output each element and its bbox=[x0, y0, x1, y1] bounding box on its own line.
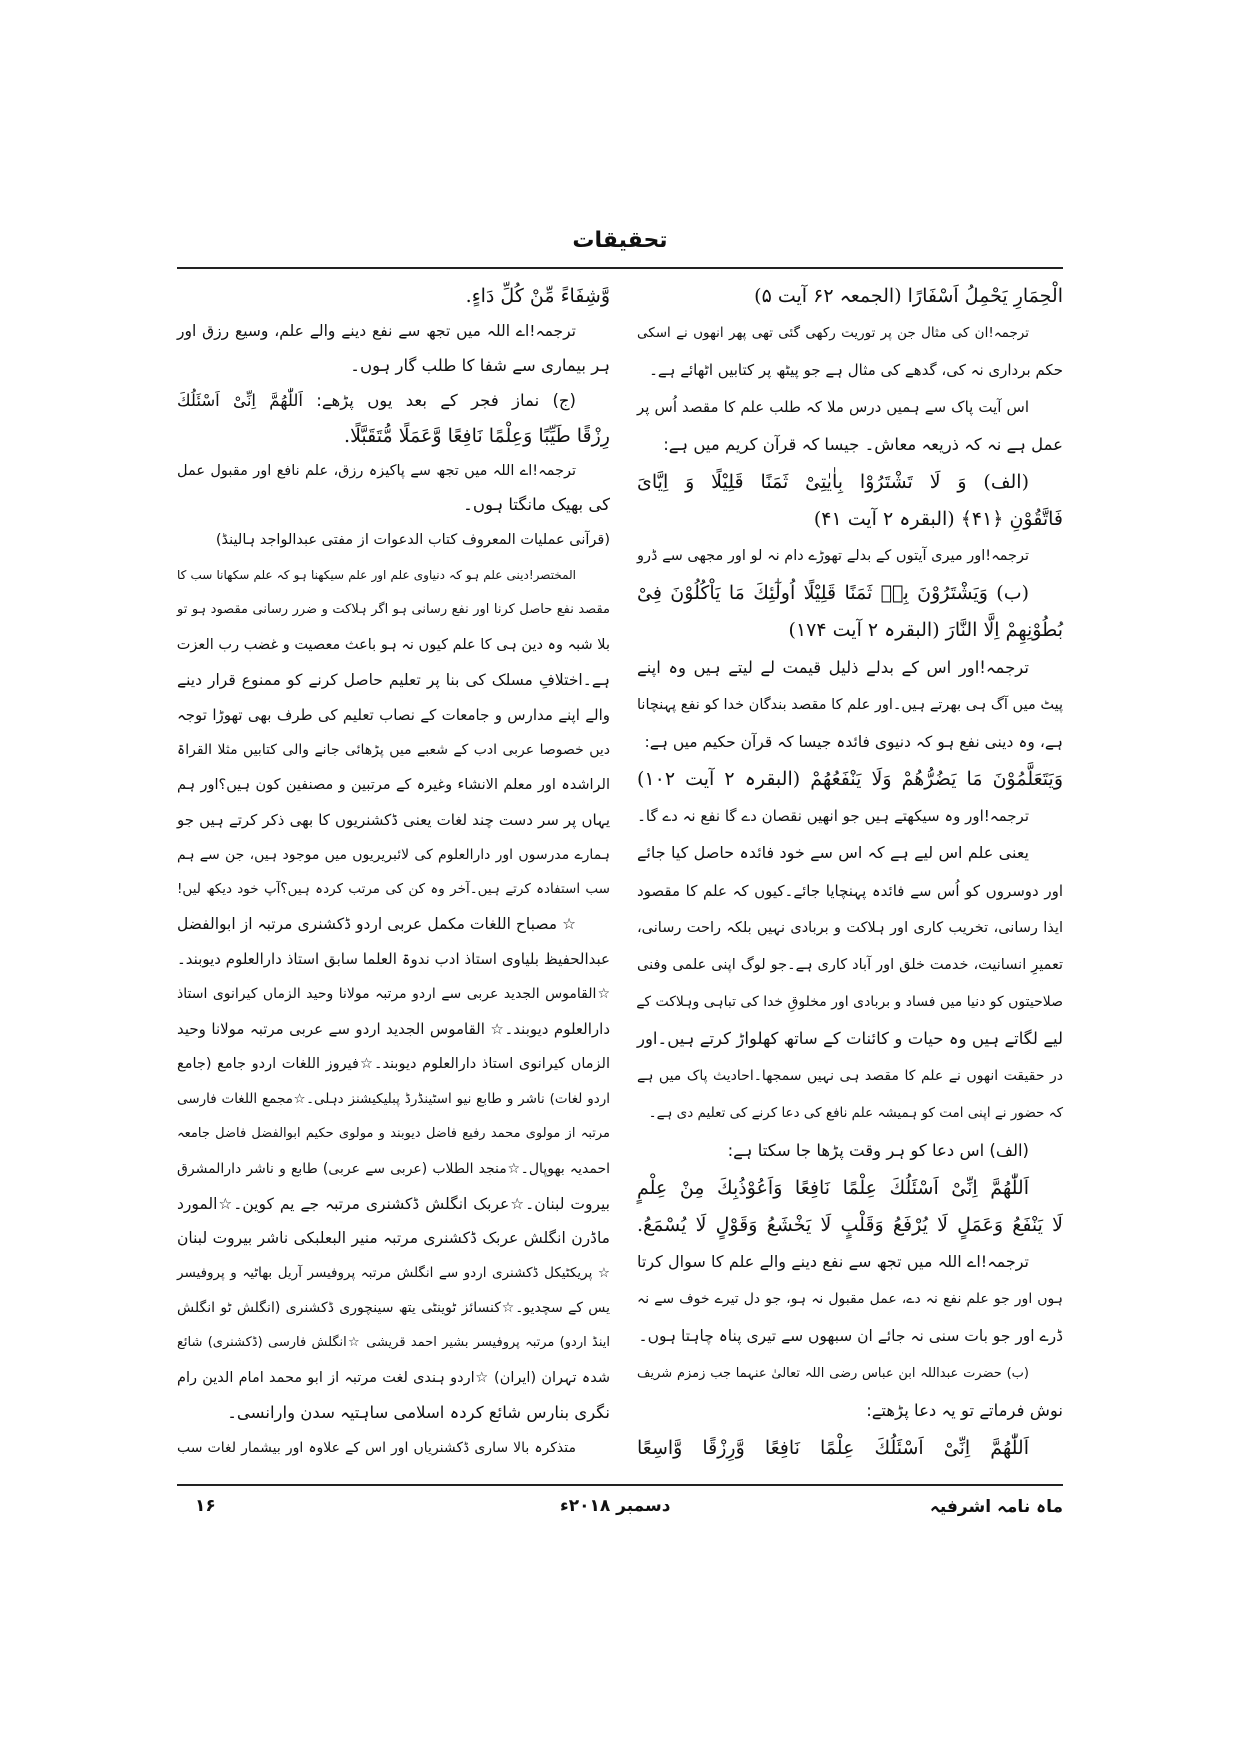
text-line: ہمارے مدرسوں اور دارالعلوم کی لائبریریوں میں موجود ہیں، جن سے ہم bbox=[177, 846, 610, 863]
text-line: (ب) حضرت عبداللہ ابن عباس رضی اللہ تعالیٰ عنہما جب زمزم شریف bbox=[637, 1365, 1029, 1381]
section-title: تحقیقات bbox=[572, 228, 668, 253]
text-line: عمل ہے نہ کہ ذریعہ معاش۔ جیسا کہ قرآن کریم میں ہے: bbox=[663, 434, 1063, 454]
text-line: ترجمہ!اے اللہ میں تجھ سے نفع دینے والے علم، وسیع رزق اور bbox=[177, 321, 576, 340]
dua-line: اَللّٰهُمَّ اِنِّیْ اَسْئَلُكَ عِلْمًا نَافِعًا وَّرِزْقًا وَّاسِعًا bbox=[637, 1436, 1029, 1459]
text-line: یعنی علم اس لیے ہے کہ اس سے خود فائدہ حاصل کیا جائے bbox=[637, 843, 1029, 863]
text-line: ہے، وہ دینی نفع ہو کہ دنیوی فائدہ جیسا کہ قرآن حکیم میں ہے: bbox=[644, 732, 1063, 751]
text-line: ہے۔اختلافِ مسلک کی بنا پر تعلیم حاصل کرنے کو ممنوع قرار دینے bbox=[177, 670, 610, 689]
text-line: ہوں اور جو علم نفع نہ دے، عمل مقبول نہ ہو، جو دل تیرے خوف سے نہ bbox=[637, 1291, 1063, 1308]
text-line: پیٹ میں آگ ہی بھرتے ہیں۔اور علم کا مقصد بندگان خدا کو نفع پہنچانا bbox=[637, 696, 1063, 713]
dictionary-entry-line: ☆ مصباح اللغات مکمل عربی اردو ڈکشنری مرتبہ از ابوالفضل bbox=[177, 915, 576, 934]
page-number: ۱۶ bbox=[195, 1496, 216, 1516]
text-line: مقصد نفع حاصل کرنا اور نفع رسانی ہو اگر ہلاکت و ضرر رسانی مقصود ہو تو bbox=[177, 602, 610, 618]
dictionary-entry-line: اردو لغات) ناشر و طابع نیو اسٹینڈرڈ پبلیکیشنز دہلی۔☆مجمع اللغات فارسی bbox=[177, 1090, 610, 1107]
quran-verse-line: (الف) وَ لَا تَشْتَرُوْا بِاٰيٰتِیْ ثَمَنًا قَلِيْلًا وَ اِيَّایَ bbox=[637, 470, 1029, 493]
text-line: الراشدہ اور معلم الانشاء وغیرہ کے مرتبین و مصنفین کون ہیں؟اور ہم bbox=[177, 776, 610, 793]
text-line: تعمیرِ انسانیت، خدمت خلق اور آباد کاری ہے۔جو لوگ اپنی علمی وفنی bbox=[637, 956, 1063, 973]
text-line: المختصر!دینی علم ہو کہ دنیاوی علم اور علم سیکھنا ہو کہ علم سکھانا سب کا bbox=[177, 568, 576, 583]
text-line: سب استفادہ کرتے ہیں۔آخر وہ کن کی مرتب کردہ ہیں؟آپ خود دیکھ لیں! bbox=[177, 881, 610, 898]
text-line: یہاں پر سر دست چند لغات یعنی ڈکشنریوں کا بھی ذکر کرتے ہیں جو bbox=[177, 810, 610, 829]
magazine-name: ماہ نامہ اشرفیہ bbox=[929, 1497, 1063, 1517]
dictionary-entry-line: نگری بنارس شائع کردہ اسلامی ساہتیہ سدن وارانسی۔ bbox=[227, 1403, 610, 1422]
dictionary-entry-line: ماڈرن انگلش عربک ڈکشنری مرتبہ منیر البعلبکی ناشر بیروت لبنان bbox=[177, 1229, 610, 1248]
issue-date: دسمبر ۲۰۱۸ء bbox=[560, 1496, 671, 1516]
dictionary-entry-line: ☆القاموس الجدید عربی سے اردو مرتبہ مولانا وحید الزماں کیرانوی استاذ bbox=[177, 986, 610, 1003]
dictionary-entry-line: شدہ تہران (ایران) ☆اردو ہندی لغت مرتبہ از ابو محمد امام الدین رام bbox=[177, 1370, 610, 1387]
header-divider bbox=[177, 267, 1063, 269]
text-line: ہر بیماری سے شفا کا طلب گار ہوں۔ bbox=[350, 355, 610, 375]
dua-line: لَا يَنْفَعُ وَعَمَلٍ لَا يُرْفَعُ وَقَلْبٍ لَا يَخْشَعُ وَقَوْلٍ لَا يُسْمَعُ. bbox=[637, 1213, 1063, 1236]
text-line: ترجمہ!اور میری آیتوں کے بدلے تھوڑے دام نہ لو اور مجھی سے ڈرو bbox=[637, 548, 1029, 565]
text-line: اس آیت پاک سے ہمیں درس ملا کہ طلب علم کا مقصد اُس پر bbox=[637, 398, 1029, 417]
right-column bbox=[637, 281, 1063, 1463]
text-line: اور دوسروں کو اُس سے فائدہ پہنچایا جائے۔کیوں کہ علم کا مقصود bbox=[637, 881, 1063, 900]
dictionary-entry-line: مرتبہ از مولوی محمد رفیع فاضل دیوبند و مولوی حکیم ابوالفضل فاضل جامعہ bbox=[177, 1125, 610, 1141]
text-line: (ج) نماز فجر کے بعد یوں پڑھے: اَللّٰهُمَّ اِنِّیْ اَسْئَلُكَ bbox=[177, 390, 576, 410]
text-line: صلاحیتوں کو دنیا میں فساد و بربادی اور مخلوقِ خدا کی تباہی وہلاکت کے bbox=[636, 993, 1063, 1010]
text-line: ترجمہ!اور وہ سیکھتے ہیں جو انھیں نقصان دے گا نفع نہ دے گا۔ bbox=[637, 807, 1029, 826]
left-column bbox=[177, 281, 610, 1463]
dictionary-entry-line: بیروت لبنان۔☆عربک انگلش ڈکشنری مرتبہ جے یم کوین۔☆المورد bbox=[177, 1194, 610, 1213]
text-line: کی بھیک مانگتا ہوں۔ bbox=[463, 495, 610, 515]
dictionary-entry-line: احمدیہ بھوپال۔☆منجد الطلاب (عربی سے عربی) طابع و ناشر دارالمشرق bbox=[177, 1160, 610, 1177]
dictionary-entry-line: الزماں کیرانوی استاذ دارالعلوم دیوبند۔☆فیروز اللغات اردو جامع (جامع bbox=[177, 1055, 610, 1072]
source-citation: (قرآنی عملیات المعروف کتاب الدعوات از مفتی عبدالواجد ہالینڈ) bbox=[215, 532, 610, 549]
dua-line: وَّشِفَاءً مِّنْ كُلِّ دَاءٍ. bbox=[465, 285, 610, 307]
text-line: متذکرہ بالا ساری ڈکشنریاں اور اس کے علاوہ اور بیشمار لغات سب bbox=[177, 1439, 576, 1456]
dictionary-entry-line: دارالعلوم دیوبند۔☆ القاموس الجدید اردو سے عربی مرتبہ مولانا وحید bbox=[177, 1020, 610, 1039]
text-line: ایذا رسانی، تخریب کاری اور ہلاکت و بربادی نہیں بلکہ راحت رسانی، bbox=[637, 919, 1063, 936]
quran-verse-line: الْحِمَارِ يَحْمِلُ اَسْفَارًا (الجمعہ ۶۲ آیت ۵) bbox=[754, 285, 1063, 307]
dictionary-entry-line: اینڈ اردو) مرتبہ پروفیسر بشیر احمد قریشی ☆انگلش فارسی (ڈکشنری) شائع bbox=[177, 1335, 610, 1351]
text-line: بلا شبہ وہ دین ہی کا علم کیوں نہ ہو باعث معصیت و غضب رب العزت bbox=[176, 637, 610, 654]
text-line: والے اپنے مدارس و جامعات کے نصاب تعلیم کی طرف بھی تھوڑا توجہ bbox=[177, 705, 610, 724]
quran-verse-line: بُطُوْنِهِمْ اِلَّا النَّارَ (البقرہ ۲ آیت ۱۷۴) bbox=[788, 619, 1063, 642]
text-line: ترجمہ!اے اللہ میں تجھ سے نفع دینے والے علم کا سوال کرتا bbox=[637, 1252, 1029, 1272]
text-line: حکم برداری نہ کی، گدھے کی مثال ہے جو پیٹھ پر کتابیں اٹھائے ہے۔ bbox=[649, 361, 1063, 380]
text-line: دیں خصوصا عربی ادب کے شعبے میں پڑھائی جانے والی کتابیں مثلا القراۃ bbox=[177, 741, 610, 758]
dictionary-entry-line: ☆ پریکٹیکل ڈکشنری اردو سے انگلش مرتبہ پروفیسر آریل بھاٹیہ و پروفیسر bbox=[177, 1265, 610, 1282]
text-line: ترجمہ!ان کی مثال جن پر توریت رکھی گئی تھی پھر انھوں نے اسکی bbox=[637, 325, 1029, 342]
quran-verse-line: (ب) وَيَشْتَرُوْنَ بِهٖ ثَمَنًا قَلِيْلًا اُولٰٓئِكَ مَا يَاْكُلُوْنَ فِیْ bbox=[637, 582, 1029, 605]
text-line: ترجمہ!اور اس کے بدلے ذلیل قیمت لے لیتے ہیں وہ اپنے bbox=[637, 657, 1029, 677]
text-line: در حقیقت انھوں نے علم کا مقصد ہی نہیں سمجھا۔احادیث پاک میں ہے bbox=[637, 1068, 1063, 1085]
text-line: کہ حضور نے اپنی امت کو ہمیشہ علم نافع کی دعا کرنے کی تعلیم دی ہے۔ bbox=[648, 1105, 1063, 1122]
quran-verse-line: وَيَتَعَلَّمُوْنَ مَا يَضُرُّهُمْ وَلَا يَنْفَعُهُمْ (البقرہ ۲ آیت ۱۰۲) bbox=[637, 768, 1063, 791]
quran-verse-line: فَاتَّقُوْنِ ﴿۴۱﴾ (البقرہ ۲ آیت ۴۱) bbox=[813, 507, 1063, 530]
dictionary-entry-line: یس کے سچدیو۔☆کنسائز ٹوینٹی یتھ سینچوری ڈکشنری (انگلش ٹو انگلش bbox=[177, 1300, 610, 1317]
dictionary-entry-line: عبدالحفیظ بلیاوی استاذ ادب ندوۃ العلما سابق استاذ دارالعلوم دیوبند۔ bbox=[177, 950, 610, 969]
footer-divider bbox=[177, 1484, 1063, 1486]
text-line: نوش فرماتے تو یہ دعا پڑھتے: bbox=[866, 1400, 1063, 1420]
dua-line: اَللّٰهُمَّ اِنِّیْ اَسْئَلُكَ عِلْمًا نَافِعًا وَاَعُوْذُبِكَ مِنْ عِلْمٍ bbox=[637, 1176, 1029, 1199]
dua-line: رِزْقًا طَيِّبًا وَعِلْمًا نَافِعًا وَّعَمَلًا مُّتَقَبَّلًا. bbox=[344, 424, 610, 447]
text-line: (الف) اس دعا کو ہر وقت پڑھا جا سکتا ہے: bbox=[727, 1140, 1029, 1160]
text-line: ترجمہ!اے اللہ میں تجھ سے پاکیزہ رزق، علم نافع اور مقبول عمل bbox=[177, 462, 576, 479]
text-line: لیے لگاتے ہیں وہ حیات و کائنات کے ساتھ کھلواڑ کرتے ہیں۔اور bbox=[637, 1029, 1063, 1049]
text-line: ڈرے اور جو بات سنی نہ جائے ان سبھوں سے تیری پناہ چاہتا ہوں۔ bbox=[638, 1327, 1063, 1346]
